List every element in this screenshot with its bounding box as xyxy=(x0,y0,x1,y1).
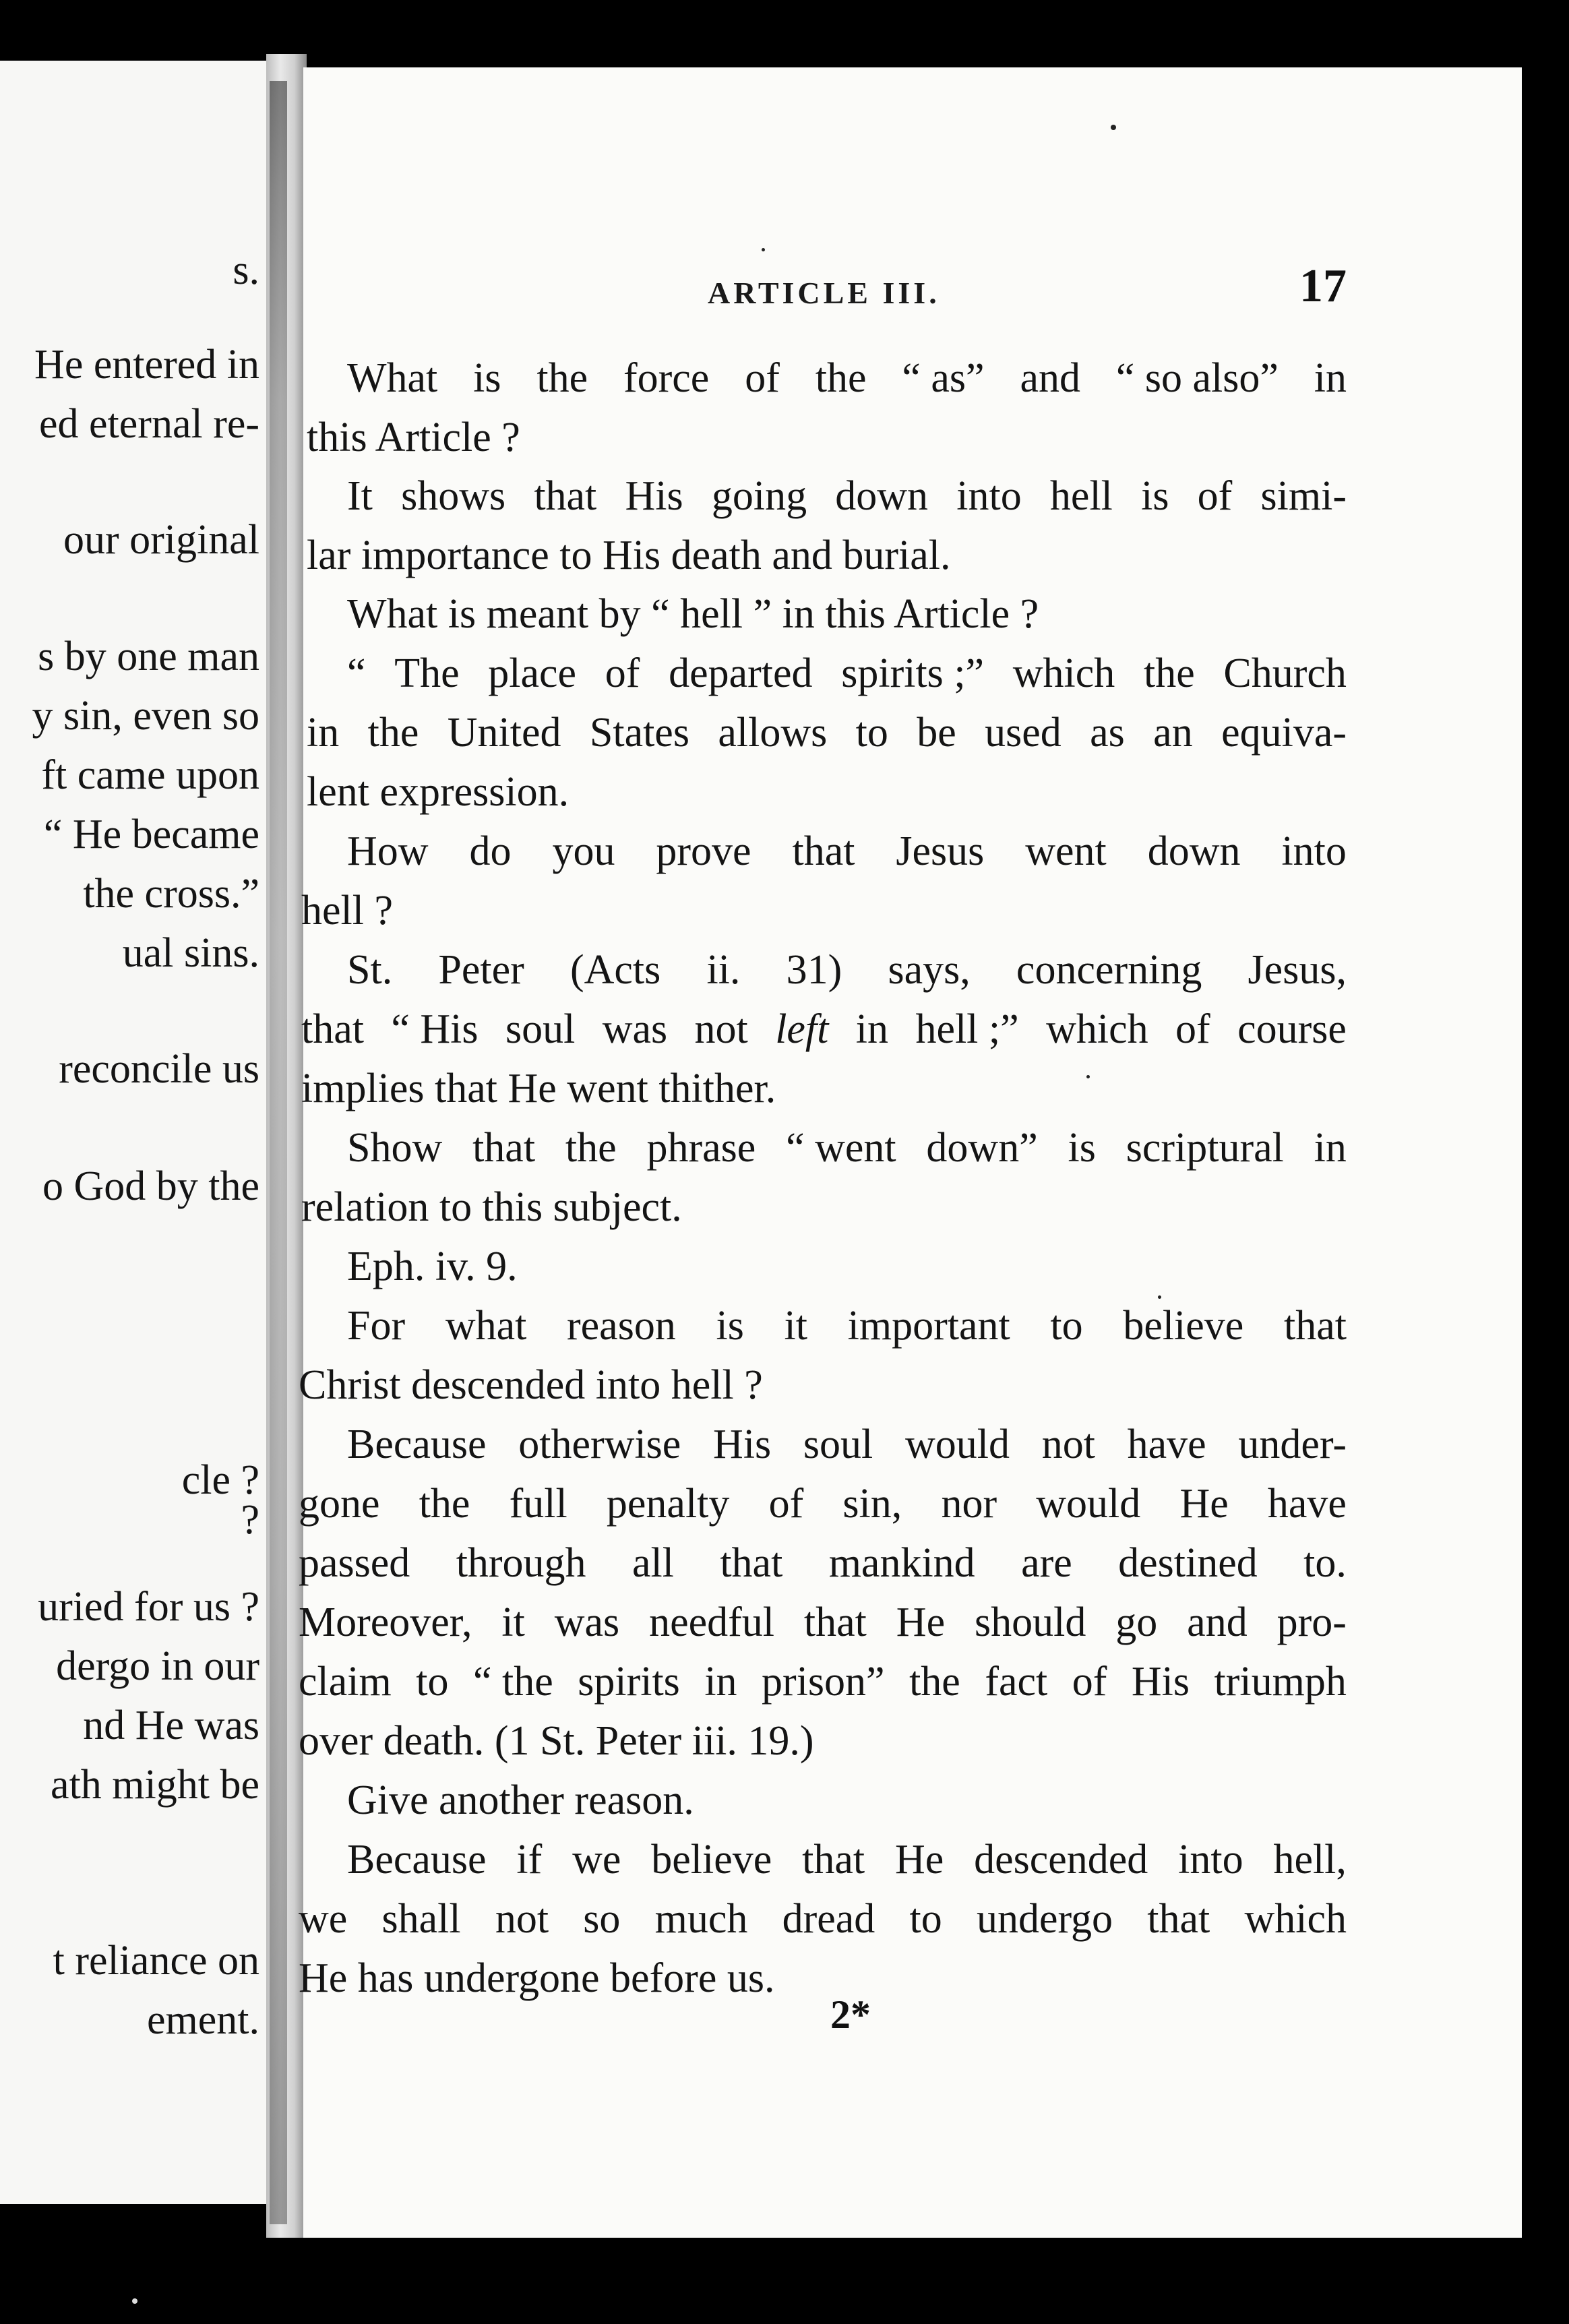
scan-speck xyxy=(762,248,765,251)
word: hell, xyxy=(1273,1837,1347,1883)
word: pro- xyxy=(1276,1599,1347,1645)
word: of xyxy=(1072,1659,1107,1705)
word: to. xyxy=(1303,1540,1347,1586)
word: How xyxy=(347,828,429,874)
word: of xyxy=(768,1481,804,1527)
word: all xyxy=(632,1540,674,1586)
word: to xyxy=(855,710,888,756)
word: not xyxy=(1041,1421,1095,1467)
word: of xyxy=(1197,473,1233,519)
word: relation to this subject. xyxy=(301,1184,682,1230)
word: 31) xyxy=(786,947,842,993)
word: soul xyxy=(505,1006,576,1052)
word: of xyxy=(1175,1006,1210,1052)
word: mankind xyxy=(828,1540,975,1586)
word: so xyxy=(583,1896,621,1942)
word: His xyxy=(1131,1659,1190,1705)
word: phrase xyxy=(646,1125,756,1171)
word: For xyxy=(347,1303,406,1349)
text-line xyxy=(307,712,1347,754)
word: we xyxy=(572,1837,621,1883)
word: go xyxy=(1115,1599,1158,1645)
text-line xyxy=(347,652,1347,694)
word: was xyxy=(554,1599,620,1645)
word: Show xyxy=(347,1125,443,1171)
word: through xyxy=(456,1540,586,1586)
text-line xyxy=(347,1837,1347,1883)
text-line xyxy=(299,1957,774,1999)
left-page-line: ath might be xyxy=(51,1762,259,1808)
word: What is meant by “ hell ” in this Article ? xyxy=(347,591,1039,637)
word: soul xyxy=(803,1421,873,1467)
binding-shadow xyxy=(270,81,287,2224)
word: It xyxy=(347,473,373,519)
word: the xyxy=(536,355,588,401)
word: St. xyxy=(347,947,393,993)
scan-speck xyxy=(1158,1295,1161,1299)
page-number: 17 xyxy=(1299,260,1347,312)
word: passed xyxy=(299,1540,410,1586)
word: have xyxy=(1267,1481,1347,1527)
word: prison” xyxy=(762,1659,885,1705)
text-line xyxy=(307,771,569,813)
word: “ went xyxy=(786,1125,896,1171)
left-page-line: uried for us ? xyxy=(38,1584,259,1630)
word: “ xyxy=(347,650,366,696)
word: “ as” xyxy=(902,355,985,401)
word: fact xyxy=(985,1659,1048,1705)
word: in xyxy=(1314,1125,1347,1171)
word: over death. (1 St. Peter iii. 19.) xyxy=(299,1718,814,1764)
word: be xyxy=(917,710,956,756)
text-line xyxy=(299,1720,814,1762)
word: down xyxy=(1147,828,1241,874)
word: destined xyxy=(1118,1540,1258,1586)
scan-border-top xyxy=(0,0,1569,27)
word: if xyxy=(516,1837,543,1883)
text-line xyxy=(307,534,951,576)
text-line xyxy=(299,1601,1347,1643)
left-page-line: o God by the xyxy=(42,1163,259,1209)
word: triumph xyxy=(1214,1659,1347,1705)
word: place xyxy=(488,650,577,696)
word: “ His xyxy=(391,1006,479,1052)
word: would xyxy=(1036,1481,1141,1527)
left-page-line: our original xyxy=(63,517,259,563)
word: Eph. iv. 9. xyxy=(347,1244,518,1289)
word: used xyxy=(985,710,1062,756)
left-page-line: ual sins. xyxy=(122,930,259,976)
scan-speck xyxy=(1086,1075,1090,1078)
word: what xyxy=(445,1303,527,1349)
word: down xyxy=(835,473,929,519)
left-page-line: y sin, even so xyxy=(32,693,259,739)
word: you xyxy=(552,828,615,874)
word: He xyxy=(1179,1481,1229,1527)
word: gone xyxy=(299,1481,380,1527)
text-line xyxy=(301,1008,1347,1050)
text-line xyxy=(301,1068,776,1109)
word: What xyxy=(347,355,438,401)
word: dread xyxy=(782,1896,875,1942)
word: that xyxy=(720,1540,783,1586)
word: to xyxy=(1050,1303,1083,1349)
word: Because xyxy=(347,1837,487,1883)
word: Jesus xyxy=(896,828,985,874)
word: Church xyxy=(1223,650,1347,696)
word: believe xyxy=(651,1837,772,1883)
word: implies that He went thither. xyxy=(301,1066,776,1111)
word: in xyxy=(1314,355,1347,401)
word: sin, xyxy=(842,1481,902,1527)
text-line xyxy=(347,475,1347,517)
word: it xyxy=(784,1303,807,1349)
text-line xyxy=(299,1542,1347,1584)
word: lent expression. xyxy=(307,769,570,815)
text-line xyxy=(347,1305,1347,1347)
word: scriptural xyxy=(1126,1125,1284,1171)
left-page-line: cle ? xyxy=(181,1457,259,1503)
word: the xyxy=(909,1659,960,1705)
word: do xyxy=(469,828,512,874)
text-line xyxy=(301,888,393,934)
word: hell xyxy=(1049,473,1113,519)
word: penalty xyxy=(606,1481,730,1527)
word: we xyxy=(299,1896,348,1942)
text-line xyxy=(347,357,1347,399)
word: it xyxy=(501,1599,525,1645)
scan-speck xyxy=(132,2298,137,2304)
word: Jesus, xyxy=(1248,947,1347,993)
word: needful xyxy=(649,1599,774,1645)
word: the xyxy=(419,1481,470,1527)
word: that xyxy=(802,1837,865,1883)
text-line xyxy=(347,1779,694,1821)
text-line xyxy=(347,949,1347,991)
word: important xyxy=(847,1303,1010,1349)
word: reason xyxy=(567,1303,676,1349)
word: going xyxy=(711,473,807,519)
left-page-line: reconcile us xyxy=(59,1046,259,1092)
word: simi- xyxy=(1260,473,1347,519)
word: spirits ;” xyxy=(841,650,985,696)
scan-speck xyxy=(1111,125,1116,130)
text-line xyxy=(347,1421,1347,1467)
text-line xyxy=(347,1127,1347,1169)
word: that xyxy=(472,1125,536,1171)
word: left xyxy=(775,1006,829,1052)
left-page-line: “ He became xyxy=(43,812,259,857)
text-line xyxy=(299,1483,1347,1525)
word: in xyxy=(855,1006,889,1052)
word: of xyxy=(605,650,640,696)
word: under- xyxy=(1238,1421,1347,1467)
word: is xyxy=(473,355,501,401)
text-line xyxy=(307,417,520,458)
word: and xyxy=(1020,355,1080,401)
word: full xyxy=(509,1481,567,1527)
left-page-line: ? xyxy=(241,1497,259,1543)
word: would xyxy=(904,1421,1010,1467)
word: His xyxy=(713,1421,772,1467)
word: departed xyxy=(669,650,813,696)
word: nor xyxy=(941,1481,997,1527)
word: (Acts xyxy=(570,947,661,993)
text-line xyxy=(347,830,1347,872)
word: are xyxy=(1021,1540,1072,1586)
word: to xyxy=(416,1659,449,1705)
signature-mark: 2* xyxy=(830,1992,871,2037)
word: in xyxy=(704,1659,737,1705)
word: that xyxy=(1284,1303,1347,1349)
word: believe xyxy=(1123,1303,1244,1349)
word: which xyxy=(1012,650,1115,696)
text-line xyxy=(347,593,1039,635)
word: which xyxy=(1046,1006,1148,1052)
word: concerning xyxy=(1016,947,1202,993)
word: that xyxy=(1147,1896,1210,1942)
word: ii. xyxy=(706,947,741,993)
word: course xyxy=(1237,1006,1347,1052)
word: Peter xyxy=(438,947,524,993)
left-page-line: ft came upon xyxy=(41,752,259,798)
scan-border-bottom xyxy=(0,2238,1569,2324)
word: much xyxy=(654,1896,748,1942)
word: is xyxy=(1141,473,1169,519)
word: Christ descended into hell ? xyxy=(299,1362,763,1408)
left-page-line: He entered in xyxy=(34,342,259,388)
word: “ the xyxy=(472,1659,553,1705)
word: as xyxy=(1090,710,1125,756)
left-page-line: nd He was xyxy=(83,1703,259,1748)
word: equiva- xyxy=(1221,710,1347,756)
word: Moreover, xyxy=(299,1599,472,1645)
word: that xyxy=(301,1006,364,1052)
word: “ so also” xyxy=(1115,355,1279,401)
word: that xyxy=(803,1599,867,1645)
word: His xyxy=(625,473,683,519)
text-line xyxy=(299,1364,763,1406)
word: was xyxy=(602,1006,668,1052)
word: otherwise xyxy=(518,1421,681,1467)
word: United xyxy=(447,710,561,756)
word: hell ? xyxy=(301,888,393,934)
word: this Article ? xyxy=(307,415,520,460)
word: shall xyxy=(381,1896,461,1942)
word: shows xyxy=(401,473,506,519)
word: allows xyxy=(718,710,828,756)
word: says, xyxy=(888,947,971,993)
word: is xyxy=(716,1303,744,1349)
word: to xyxy=(909,1896,942,1942)
word: of xyxy=(745,355,780,401)
word: an xyxy=(1153,710,1193,756)
word: the xyxy=(815,355,867,401)
word: Give another reason. xyxy=(347,1777,694,1823)
left-page-line: s by one man xyxy=(38,634,259,679)
left-page-line: ement. xyxy=(147,1997,259,2043)
word: should xyxy=(975,1599,1086,1645)
word: undergo xyxy=(976,1896,1113,1942)
word: into xyxy=(956,473,1022,519)
left-page-line: dergo in our xyxy=(56,1643,259,1689)
word: hell ;” xyxy=(915,1006,1019,1052)
word: lar importance to His death and burial. xyxy=(307,532,951,578)
scan-border-right xyxy=(1522,0,1569,2324)
running-head: ARTICLE III. xyxy=(708,276,940,310)
word: into xyxy=(1178,1837,1243,1883)
word: prove xyxy=(656,828,751,874)
word: The xyxy=(394,650,460,696)
word: not xyxy=(495,1896,549,1942)
word: that xyxy=(534,473,597,519)
word: force xyxy=(623,355,710,401)
text-line xyxy=(299,1898,1347,1940)
word: the xyxy=(565,1125,617,1171)
word: is xyxy=(1068,1125,1096,1171)
word: went xyxy=(1025,828,1107,874)
word: descended xyxy=(974,1837,1148,1883)
word: in xyxy=(307,710,340,756)
word: He xyxy=(894,1837,944,1883)
text-line xyxy=(347,1246,518,1287)
word: claim xyxy=(299,1659,392,1705)
word: States xyxy=(589,710,689,756)
left-page-line: s. xyxy=(233,247,259,293)
word: have xyxy=(1127,1421,1206,1467)
left-page-line: ed eternal re- xyxy=(39,401,259,447)
word: the xyxy=(367,710,419,756)
word: and xyxy=(1187,1599,1248,1645)
word: which xyxy=(1244,1896,1347,1942)
left-page-line: t reliance on xyxy=(53,1938,259,1984)
text-line xyxy=(301,1186,682,1228)
left-page-fragment xyxy=(0,61,266,2204)
word: Because xyxy=(347,1421,487,1467)
word: down” xyxy=(926,1125,1038,1171)
word: He has undergone before us. xyxy=(299,1955,775,2001)
word: not xyxy=(694,1006,748,1052)
word: the xyxy=(1143,650,1195,696)
left-page-line: the cross.” xyxy=(83,871,259,917)
word: that xyxy=(792,828,855,874)
word: into xyxy=(1281,828,1347,874)
word: spirits xyxy=(578,1659,680,1705)
word: He xyxy=(896,1599,946,1645)
text-line xyxy=(299,1661,1347,1703)
